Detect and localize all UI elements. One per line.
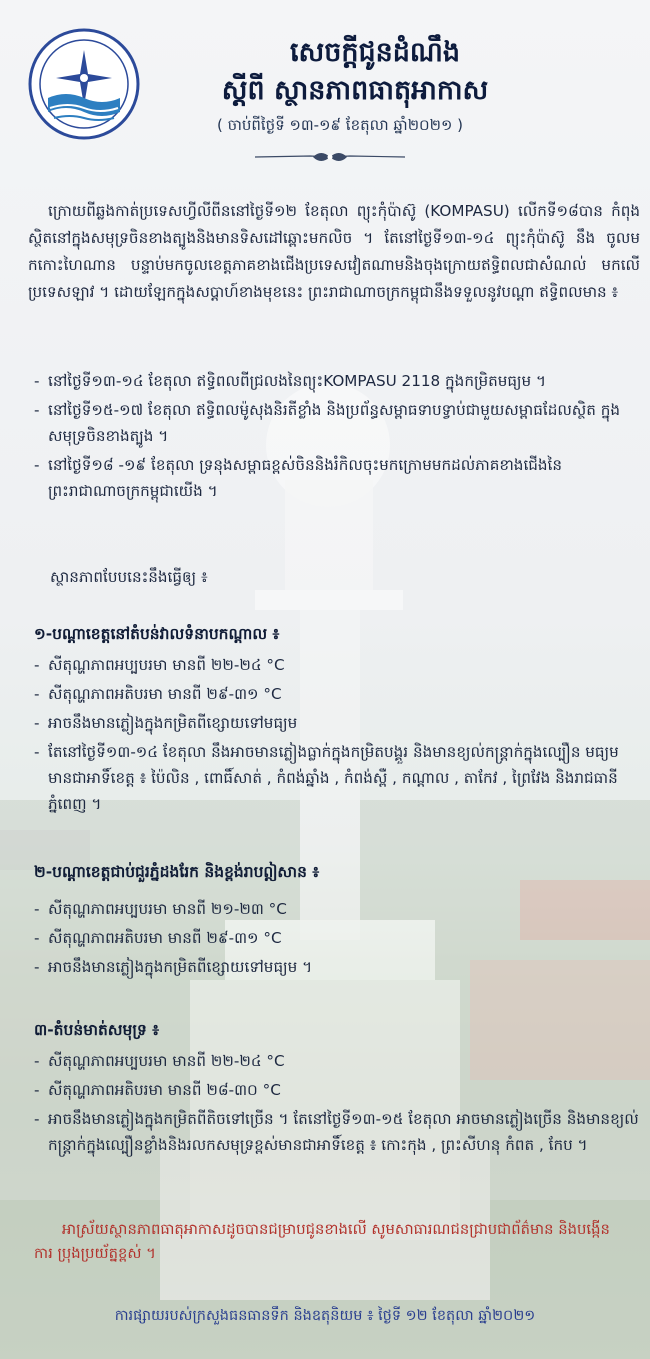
section-title-central-plains: ១-បណ្តាខេត្តនៅតំបន់វាលទំនាបកណ្តាល ៖ [34, 625, 280, 643]
influence-list [34, 368, 640, 507]
list-item: - អាចនឹងមានភ្លៀងក្នុងកម្រិតពីខ្សោយទៅមធ្យម ។ [34, 954, 640, 980]
list-item: - សីតុណ្ហភាពអតិបរមា មានពី ២៩-៣១ °C [34, 925, 640, 951]
list-item: - សីតុណ្ហភាពអប្បបរមា មានពី ២១-២៣ °C [34, 896, 640, 922]
divider-ornament [255, 148, 405, 166]
section-list-coastal [34, 1048, 640, 1161]
page-title: សេចក្តីជូនដំណឹង [289, 37, 461, 68]
section-title-highlands: ២-បណ្តាខេត្តជាប់ជួរភ្នំដងរែក និងខ្ពង់រាបឦសាន ៖ [34, 863, 320, 881]
list-item: - តែនៅថ្ងៃទី១៣-១៤ ខែតុលា នឹងអាចមានភ្លៀងធ្លាក់ក្នុងកម្រិតបង្គួរ និងមានខ្យល់កន្ត្រាក់ក្នុងល្បឿន មធ្យមមានជាអាទិ៍ខេត្ត ៖ ប៉ៃលិន , ពោធិ៍សាត់ , កំពង់ឆ្នាំង , កំពង់ស្ពឺ , កណ្តាល , តាកែវ , ព្រៃវែង និងរាជធានីភ្នំពេញ ។ [34, 739, 640, 817]
list-item: - សីតុណ្ហភាពអប្បបរមា មានពី ២២-២៤ °C [34, 652, 640, 678]
list-item: - នៅថ្ងៃទី១៨ -១៩ ខែតុលា ទ្រនុងសម្ពាធខ្ពស់ចិននិងរំកិលចុះមកក្រោមមកដល់ភាគខាងជើងនៃ ព្រះរាជាណាចក្រកម្ពុជាយើង ។ [34, 452, 640, 504]
section-title-coastal: ៣-តំបន់មាត់សមុទ្រ ៖ [34, 1021, 160, 1039]
closing-notice: អាស្រ័យស្ថានភាពធាតុអាកាសដូចបានជម្រាបជូនខាងលើ សូមសាធារណជនជ្រាបជាព័ត៌មាន និងបង្កើនការ ប្រុងប្រយ័ត្នខ្ពស់ ។ [34, 1221, 610, 1262]
lead-sentence: ស្ថានភាពបែបនេះនឹងធ្វើឲ្យ ៖ [50, 568, 208, 586]
list-item: - នៅថ្ងៃទី១៣-១៤ ខែតុលា ឥទ្ធិពលពីជ្រលងនៃព្យុះKOMPASU 2118 ក្នុងកម្រិតមធ្យម ។ [34, 368, 640, 394]
section-list-highlands [34, 896, 640, 983]
list-item: - សីតុណ្ហភាពអតិបរមា មានពី ២៨-៣០ °C [34, 1077, 640, 1103]
footer-source: ការផ្សាយរបស់ក្រសួងធនធានទឹក និងឧតុនិយម ៖ ថ្ងៃទី ១២ ខែតុលា ឆ្នាំ២០២១ [114, 1308, 536, 1324]
date-range: ( ចាប់ពីថ្ងៃទី ១៣-១៩ ខែតុលា ឆ្នាំ២០២១ ) [216, 116, 464, 134]
ministry-logo [28, 28, 140, 140]
list-item: - សីតុណ្ហភាពអប្បបរមា មានពី ២២-២៤ °C [34, 1048, 640, 1074]
page-title-subject: ស្តីពី ស្ថានភាពធាតុអាកាស [221, 75, 489, 106]
list-item: - អាចនឹងមានភ្លៀងក្នុងកម្រិតពីខ្សោយទៅមធ្យម [34, 710, 640, 736]
section-list-central-plains [34, 652, 640, 820]
list-item: - អាចនឹងមានភ្លៀងក្នុងកម្រិតពីតិចទៅច្រើន ។ តែនៅថ្ងៃទី១៣-១៥ ខែតុលា អាចមានភ្លៀងច្រើន និងមានខ្យល់កន្ត្រាក់ក្នុងល្បឿនខ្លាំងនិងរលកសមុទ្រខ្ពស់មានជាអាទិ៍ខេត្ត ៖ កោះកុង , ព្រះសីហនុ កំពត , កែប ។ [34, 1106, 640, 1158]
list-item: - សីតុណ្ហភាពអតិបរមា មានពី ២៩-៣១ °C [34, 681, 640, 707]
list-item: - នៅថ្ងៃទី១៥-១៧ ខែតុលា ឥទ្ធិពលម៉ូសុងនិរតីខ្លាំង និងប្រព័ន្ធសម្ពាធទាបទ្វាប់ជាមួយសម្ពាធដែលស្ថិត ក្នុងសមុទ្រចិនខាងត្បូង ។ [34, 397, 640, 449]
intro-paragraph: ក្រោយពីឆ្លងកាត់ប្រទេសហ្វីលីពីននៅថ្ងៃទី១២ ខែតុលា ព្យុះកុំប៉ាស៊ូ (KOMPASU) លើកទី១៨បាន កំពុងស្ថិតនៅក្នុងសមុទ្រចិនខាងត្បូងនិងមានទិសដៅឆ្ពោះមកលិច ។ តែនៅថ្ងៃទី១៣-១៤ ព្យុះកុំប៉ាស៊ូ នឹង ចូលមកកោះហៃណាន បន្ទាប់មកចូលខេត្តភាគខាងជើងប្រទេសវៀតណាមនិងចុងក្រោយឥទ្ធិពលជាសំណល់ មកលើប្រទេសឡាវ ។ ដោយឡែកក្នុងសប្តាហ៍ខាងមុខនេះ ព្រះរាជាណាចក្រកម្ពុជានឹងទទួលនូវបណ្តា ឥទ្ធិពលមាន ៖ [28, 202, 640, 301]
